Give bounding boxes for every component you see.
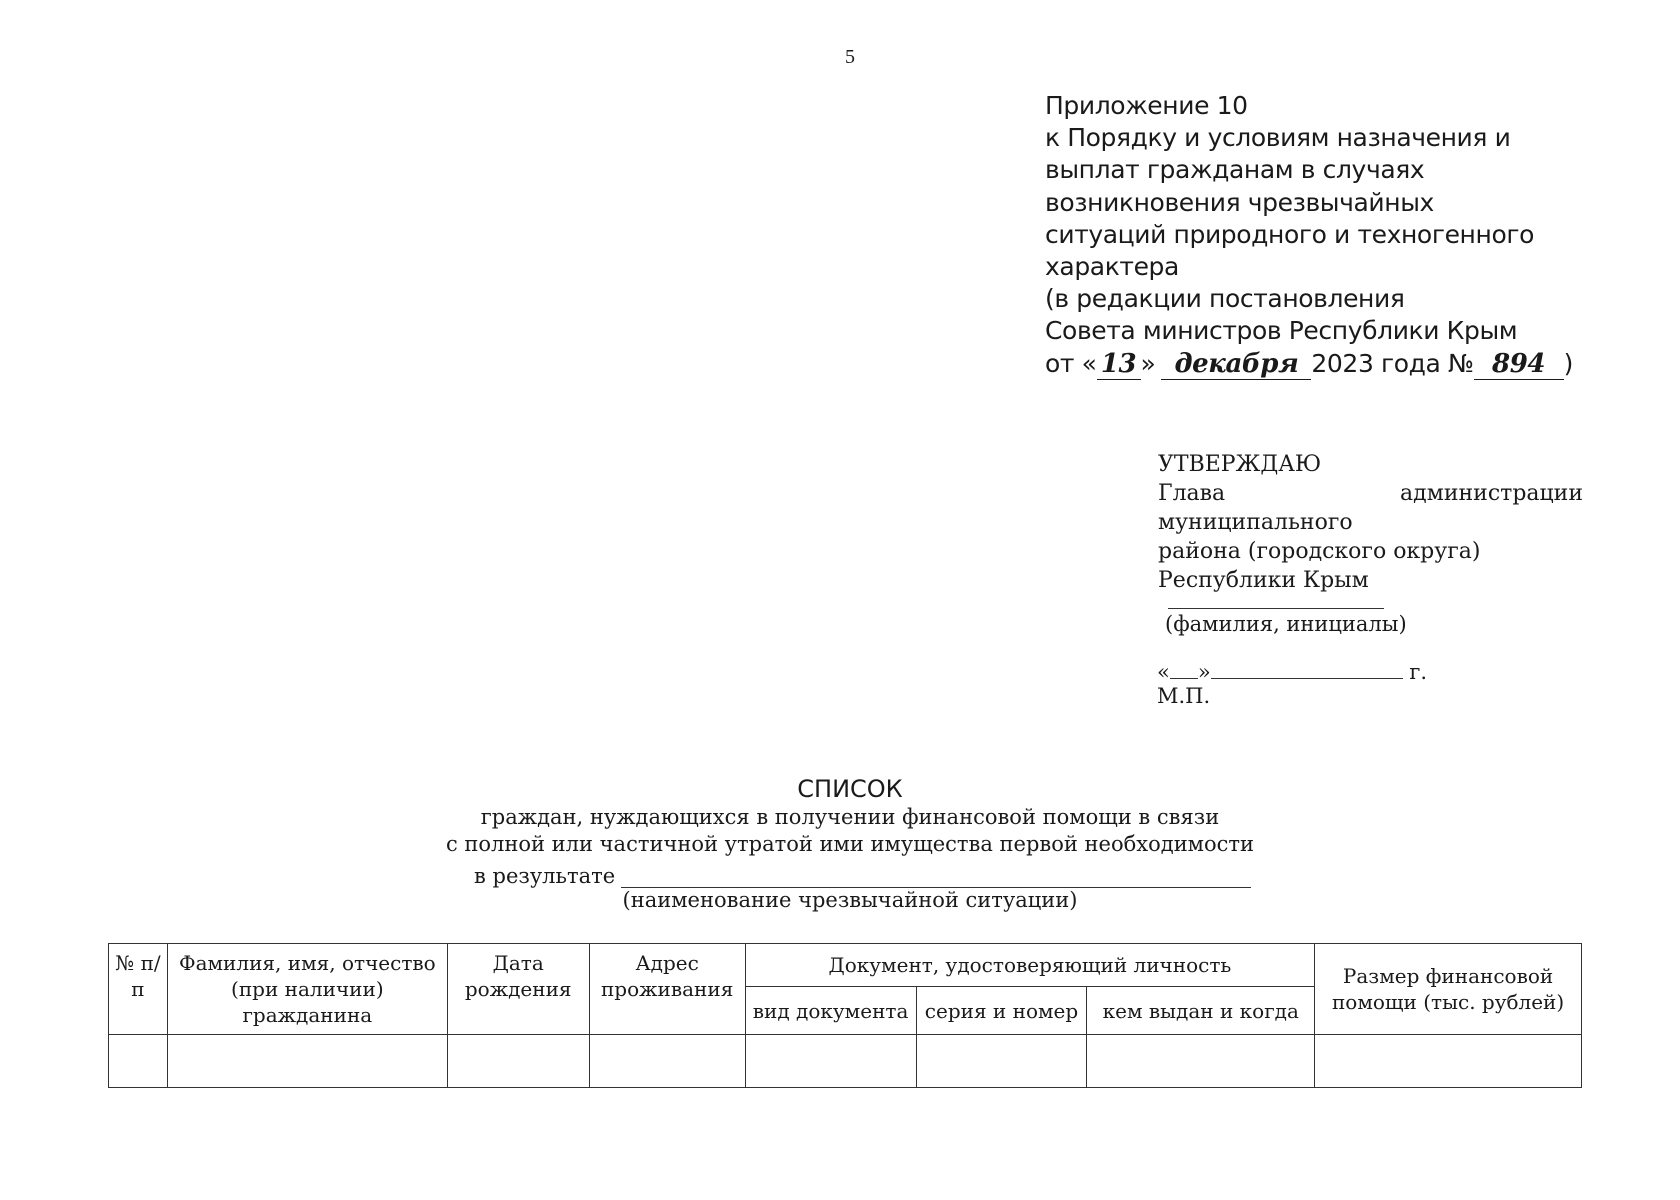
list-subtitle-1: граждан, нуждающихся в получении финансовой помощи в связи	[480, 805, 1220, 829]
list-subtitle-2: с полной или частичной утратой ими имущества первой необходимости	[445, 832, 1255, 856]
table-cell[interactable]	[916, 1035, 1087, 1088]
day-blank	[1170, 678, 1198, 679]
approve-title: УТВЕРЖДАЮ	[1158, 452, 1322, 477]
date-mid: »	[1140, 348, 1156, 378]
appendix-date-line	[1045, 348, 1573, 380]
appendix-line: к Порядку и условиям назначения и	[1045, 123, 1511, 153]
approve-line-3: Республики Крым	[1158, 568, 1369, 593]
col-doc-issued-header: кем выдан и когда	[1087, 987, 1315, 1035]
table-cell[interactable]	[109, 1035, 168, 1088]
seal-mark: М.П.	[1157, 684, 1211, 708]
table-cell[interactable]	[1087, 1035, 1315, 1088]
result-row	[474, 864, 1251, 888]
approval-block	[1158, 450, 1583, 595]
appendix-line: характера	[1045, 252, 1179, 282]
appendix-line: выплат гражданам в случаях	[1045, 155, 1425, 185]
col-doc-type-header: вид документа	[745, 987, 916, 1035]
approve-line-1: Глава администрации муниципального	[1158, 481, 1583, 535]
appendix-line: возникновения чрезвычайных	[1045, 187, 1434, 217]
date-prefix: от «	[1045, 348, 1097, 378]
date-close-quote: »	[1197, 660, 1211, 684]
table-cell[interactable]	[447, 1035, 589, 1088]
col-document-header: Документ, удостоверяющий личность	[745, 944, 1315, 987]
close-paren: )	[1563, 348, 1573, 378]
col-name-header: Фамилия, имя, отчество (при наличии) гражданина	[167, 944, 447, 1035]
handwritten-day: 13	[1097, 349, 1141, 380]
handwritten-month: декабря	[1161, 349, 1311, 380]
date-open-quote: «	[1157, 660, 1170, 684]
col-number-header: № п/п	[109, 944, 168, 1035]
appendix-line: (в редакции постановления	[1045, 284, 1405, 314]
handwritten-number: 894	[1474, 349, 1564, 380]
col-amount-header: Размер финансовой помощи (тыс. рублей)	[1315, 944, 1582, 1035]
col-doc-series-header: серия и номер	[916, 987, 1087, 1035]
signature-caption: (фамилия, инициалы)	[1165, 612, 1407, 636]
table-header-row	[109, 944, 1582, 987]
year-text: 2023 года №	[1311, 348, 1474, 378]
citizens-table	[108, 943, 1582, 1088]
month-blank	[1211, 678, 1403, 679]
col-birthdate-header: Дата рождения	[447, 944, 589, 1035]
appendix-line: ситуаций природного и техногенного	[1045, 219, 1534, 249]
table-row	[109, 1035, 1582, 1088]
result-label: в результате	[474, 864, 616, 888]
table-cell[interactable]	[745, 1035, 916, 1088]
emergency-caption: (наименование чрезвычайной ситуации)	[622, 888, 1078, 912]
signature-line	[1168, 608, 1384, 609]
table-cell[interactable]	[1315, 1035, 1582, 1088]
emergency-name-blank	[621, 865, 1251, 888]
year-suffix: г.	[1402, 660, 1428, 684]
appendix-line: Совета министров Республики Крым	[1045, 316, 1518, 346]
col-address-header: Адрес проживания	[589, 944, 745, 1035]
appendix-block	[1045, 90, 1573, 380]
appendix-line: Приложение 10	[1045, 91, 1248, 120]
page-number: 5	[845, 46, 855, 68]
table-cell[interactable]	[589, 1035, 745, 1088]
table-cell[interactable]	[167, 1035, 447, 1088]
approval-date-row	[1157, 660, 1427, 684]
list-title: СПИСОК	[797, 775, 903, 803]
approve-line-2: района (городского округа)	[1158, 539, 1481, 564]
